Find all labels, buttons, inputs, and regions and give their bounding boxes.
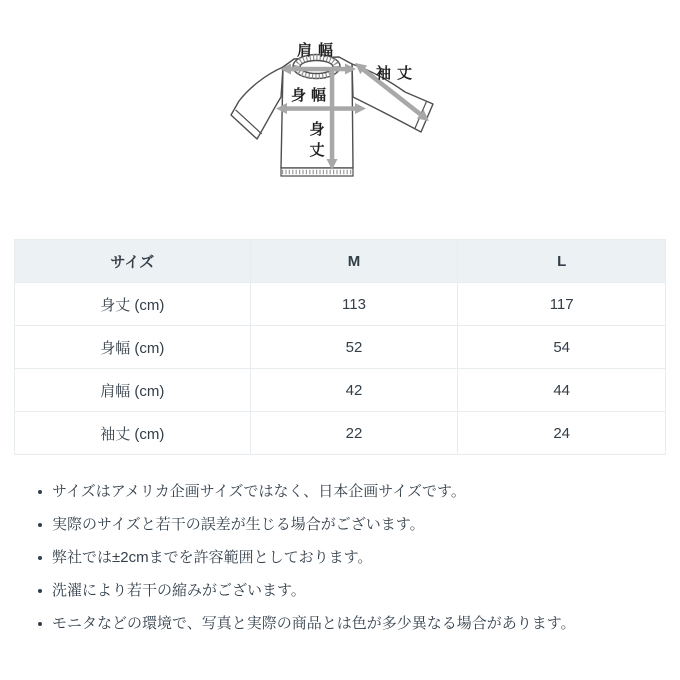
note-size-variance: 実際のサイズと若干の誤差が生じる場合がございます。 (52, 515, 660, 535)
row-label: 肩幅 (cm) (15, 369, 251, 412)
row-label: 身丈 (cm) (15, 283, 251, 326)
left-sleeve (231, 67, 283, 139)
size-table-header-m: M (250, 240, 458, 283)
table-row-sleeve-length (15, 412, 666, 455)
size-table-header-l: L (458, 240, 666, 283)
table-row-shoulder-width (15, 369, 666, 412)
body-length-label-char2: 丈 (309, 142, 325, 159)
cell-value: 117 (458, 283, 666, 326)
row-label: 身幅 (cm) (15, 326, 251, 369)
shoulder-width-label: 肩幅 (296, 42, 340, 59)
note-tolerance: 弊社では±2cmまでを許容範囲としております。 (52, 548, 660, 568)
disclaimer-notes (0, 482, 680, 634)
cell-value: 24 (458, 412, 666, 455)
size-table-header-size: サイズ (15, 240, 251, 283)
cell-value: 42 (250, 369, 458, 412)
cell-value: 113 (250, 283, 458, 326)
shirt-measurement-diagram (0, 0, 680, 228)
note-japan-sizing: サイズはアメリカ企画サイズではなく、日本企画サイズです。 (52, 482, 660, 502)
sleeve-length-label: 袖丈 (375, 65, 419, 82)
cell-value: 22 (250, 412, 458, 455)
table-row-body-length (15, 283, 666, 326)
note-color-difference: モニタなどの環境で、写真と実際の商品とは色が多少異なる場合があります。 (52, 614, 660, 634)
body-length-label-char1: 身 (309, 121, 325, 138)
size-table-header-row (15, 240, 666, 283)
cell-value: 54 (458, 326, 666, 369)
cell-value: 44 (458, 369, 666, 412)
table-row-body-width (15, 326, 666, 369)
size-diagram (0, 0, 680, 228)
size-table (14, 239, 666, 455)
row-label: 袖丈 (cm) (15, 412, 251, 455)
note-shrinkage: 洗濯により若干の縮みがございます。 (52, 581, 660, 601)
body-width-label: 身幅 (290, 87, 332, 104)
cell-value: 52 (250, 326, 458, 369)
